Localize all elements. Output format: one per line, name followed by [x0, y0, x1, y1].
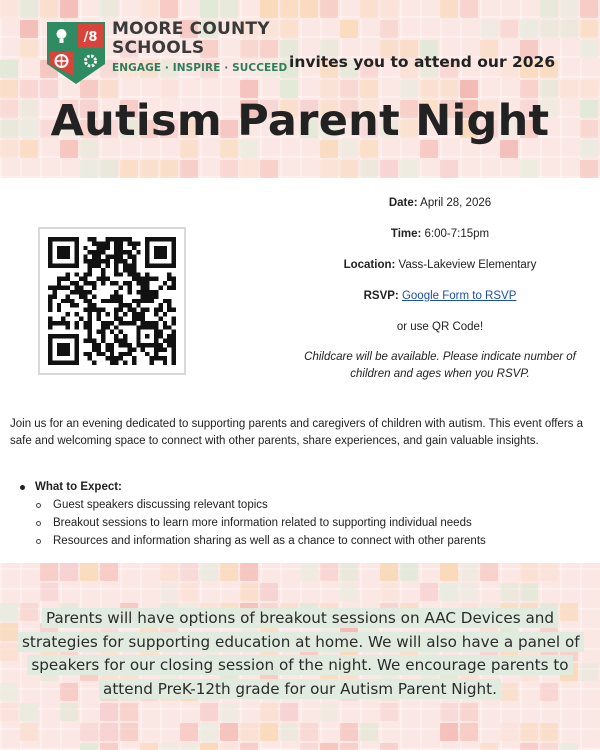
mosaic-tile: [380, 20, 398, 38]
mosaic-tile: [440, 563, 458, 581]
mosaic-tile: [260, 703, 278, 721]
mosaic-tile: [380, 0, 398, 18]
mosaic-tile: [440, 703, 458, 721]
mosaic-tile: [160, 160, 178, 178]
mosaic-tile: [140, 743, 158, 750]
intro-paragraph: Join us for an evening dedicated to supporting parents and caregivers of children with autism. This event offers a safe and welcoming space to connect with other parents, share experiences, and gain valuable insights.: [10, 418, 583, 447]
mosaic-tile: [440, 583, 458, 601]
mosaic-tile: [100, 160, 118, 178]
mosaic-tile: [360, 0, 378, 18]
mosaic-tile: [340, 583, 358, 601]
mosaic-tile: [0, 603, 18, 621]
mosaic-tile: [540, 20, 558, 38]
mosaic-tile: [0, 703, 18, 721]
mosaic-tile: [280, 723, 298, 741]
mosaic-tile: [260, 160, 278, 178]
mosaic-tile: [80, 743, 98, 750]
mosaic-tile: [380, 583, 398, 601]
mosaic-tile: [220, 723, 238, 741]
mosaic-tile: [300, 563, 318, 581]
mosaic-tile: [0, 623, 18, 641]
expect-list: [36, 496, 486, 550]
mosaic-tile: [300, 723, 318, 741]
mosaic-tile: [180, 160, 198, 178]
mosaic-tile: [440, 723, 458, 741]
mosaic-tile: [540, 743, 558, 750]
mosaic-tile: [380, 703, 398, 721]
mosaic-tile: [40, 583, 58, 601]
mosaic-tile: [520, 583, 538, 601]
date-value: April 28, 2026: [420, 197, 492, 209]
list-item: [36, 496, 486, 514]
mosaic-tile: [320, 703, 338, 721]
mosaic-tile: [380, 563, 398, 581]
mosaic-tile: [500, 723, 518, 741]
mosaic-tile: [480, 20, 498, 38]
mosaic-tile: [160, 583, 178, 601]
svg-text:/8: /8: [83, 30, 98, 45]
mosaic-tile: [80, 723, 98, 741]
mosaic-tile: [100, 723, 118, 741]
mosaic-tile: [500, 20, 518, 38]
mosaic-tile: [580, 40, 598, 58]
mosaic-tile: [200, 0, 218, 18]
mosaic-tile: [520, 160, 538, 178]
location-value: Vass-Lakeview Elementary: [398, 259, 537, 271]
time-row: [290, 227, 590, 241]
sub-bullet-icon: [36, 539, 41, 544]
mosaic-tile: [460, 703, 478, 721]
mosaic-tile: [580, 20, 598, 38]
mosaic-tile: [200, 703, 218, 721]
what-to-expect-section: [20, 481, 486, 550]
organization-name: [112, 20, 270, 58]
mosaic-tile: [220, 703, 238, 721]
mosaic-tile: [520, 723, 538, 741]
mosaic-tile: [280, 0, 298, 18]
mosaic-tile: [40, 563, 58, 581]
mosaic-tile: [80, 160, 98, 178]
mosaic-tile: [480, 743, 498, 750]
mosaic-tile: [20, 723, 38, 741]
mosaic-tile: [180, 743, 198, 750]
mosaic-tile: [100, 743, 118, 750]
mosaic-tile: [60, 0, 78, 18]
mosaic-tile: [340, 743, 358, 750]
mosaic-tile: [220, 743, 238, 750]
mosaic-tile: [560, 20, 578, 38]
rsvp-label: RSVP:: [363, 290, 399, 302]
rsvp-qr-code[interactable]: [38, 227, 186, 375]
list-item: [36, 514, 486, 532]
mosaic-tile: [140, 160, 158, 178]
mosaic-tile: [420, 583, 438, 601]
mosaic-tile: [240, 583, 258, 601]
closing-text: Parents will have options of breakout sessions on AAC Devices and strategies for supporting education at home. We will also have a panel of speakers for our closing session of the night. We encourage parents to attend PreK-12th grade for our Autism Parent Night.: [18, 608, 584, 699]
list-item: [36, 532, 486, 550]
expect-heading: What to Expect:: [35, 481, 122, 493]
mosaic-tile: [180, 723, 198, 741]
mosaic-tile: [0, 643, 18, 661]
mosaic-tile: [240, 563, 258, 581]
mosaic-tile: [220, 0, 238, 18]
mosaic-tile: [520, 20, 538, 38]
qr-code: [48, 237, 176, 365]
mosaic-tile: [0, 0, 18, 18]
mosaic-tile: [20, 0, 38, 18]
mosaic-tile: [580, 160, 598, 178]
time-value: 6:00-7:15pm: [424, 228, 490, 240]
time-label: Time:: [390, 228, 422, 240]
mosaic-tile: [220, 160, 238, 178]
org-name-line1: MOORE COUNTY: [112, 19, 270, 39]
mosaic-tile: [20, 703, 38, 721]
mosaic-tile: [140, 0, 158, 18]
mosaic-tile: [160, 563, 178, 581]
mosaic-tile: [60, 703, 78, 721]
expect-heading-row: [20, 481, 486, 493]
rsvp-link[interactable]: Google Form to RSVP: [401, 290, 517, 302]
mosaic-tile: [200, 563, 218, 581]
mosaic-tile: [180, 563, 198, 581]
mosaic-tile: [320, 160, 338, 178]
mosaic-tile: [380, 160, 398, 178]
mosaic-tile: [360, 723, 378, 741]
org-name-line2: SCHOOLS: [112, 38, 205, 58]
mosaic-tile: [500, 583, 518, 601]
childcare-note: Childcare will be available. Please indicate number of children and ages when you RSVP.: [304, 351, 576, 380]
mosaic-tile: [240, 743, 258, 750]
mosaic-tile: [240, 160, 258, 178]
mosaic-tile: [400, 160, 418, 178]
mosaic-tile: [240, 723, 258, 741]
mosaic-tile: [460, 583, 478, 601]
invite-text: invites you to attend our 2026: [289, 53, 556, 71]
date-row: [290, 196, 590, 210]
mosaic-tile: [0, 60, 18, 78]
mosaic-tile: [200, 743, 218, 750]
rsvp-row: [290, 289, 590, 303]
mosaic-tile: [400, 563, 418, 581]
bullet-icon: [20, 485, 25, 490]
mosaic-tile: [160, 743, 178, 750]
mosaic-tile: [320, 743, 338, 750]
mosaic-tile: [120, 703, 138, 721]
mosaic-tile: [120, 160, 138, 178]
list-item-text: Resources and information sharing as well as a chance to connect with other parents: [53, 535, 486, 547]
mosaic-tile: [220, 563, 238, 581]
mosaic-tile: [260, 723, 278, 741]
mosaic-tile: [560, 0, 578, 18]
mosaic-tile: [340, 20, 358, 38]
list-item-text: Guest speakers discussing relevant topics: [53, 499, 268, 511]
mosaic-tile: [460, 0, 478, 18]
mosaic-tile: [100, 563, 118, 581]
qr-note: or use QR Code!: [396, 321, 484, 333]
mosaic-tile: [320, 563, 338, 581]
sub-bullet-icon: [36, 503, 41, 508]
mosaic-tile: [180, 583, 198, 601]
mosaic-tile: [460, 563, 478, 581]
mosaic-tile: [100, 0, 118, 18]
list-item-text: Breakout sessions to learn more information related to supporting individual needs: [53, 517, 472, 529]
mosaic-tile: [580, 663, 598, 681]
mosaic-tile: [60, 563, 78, 581]
location-row: [290, 258, 590, 272]
mosaic-tile: [440, 160, 458, 178]
mosaic-tile: [280, 20, 298, 38]
mosaic-tile: [260, 0, 278, 18]
event-title: Autism Parent Night: [50, 96, 550, 146]
mosaic-tile: [480, 563, 498, 581]
mosaic-tile: [160, 0, 178, 18]
event-details: [290, 196, 590, 400]
mosaic-tile: [0, 683, 18, 701]
mosaic-tile: [540, 0, 558, 18]
mosaic-tile: [540, 563, 558, 581]
mosaic-tile: [560, 743, 578, 750]
mosaic-tile: [40, 0, 58, 18]
mosaic-tile: [20, 20, 38, 38]
mosaic-tile: [540, 723, 558, 741]
mosaic-tile: [260, 583, 278, 601]
mosaic-tile: [340, 563, 358, 581]
mosaic-tile: [80, 563, 98, 581]
mosaic-tile: [340, 160, 358, 178]
organization-tagline: ENGAGE · INSPIRE · SUCCEED: [112, 62, 288, 74]
mosaic-tile: [520, 563, 538, 581]
date-label: Date:: [388, 197, 418, 209]
sub-bullet-icon: [36, 521, 41, 526]
school-logo: [45, 20, 107, 86]
mosaic-tile: [280, 703, 298, 721]
mosaic-tile: [460, 723, 478, 741]
mosaic-tile: [380, 743, 398, 750]
mosaic-tile: [580, 0, 598, 18]
mosaic-tile: [300, 0, 318, 18]
mosaic-tile: [320, 0, 338, 18]
mosaic-tile: [300, 743, 318, 750]
mosaic-tile: [20, 40, 38, 58]
mosaic-tile: [120, 723, 138, 741]
mosaic-tile: [440, 0, 458, 18]
mosaic-tile: [360, 160, 378, 178]
mosaic-tile: [100, 703, 118, 721]
mosaic-tile: [340, 723, 358, 741]
closing-message: [18, 607, 582, 701]
mosaic-tile: [520, 743, 538, 750]
location-label: Location:: [343, 259, 396, 271]
mosaic-tile: [200, 723, 218, 741]
